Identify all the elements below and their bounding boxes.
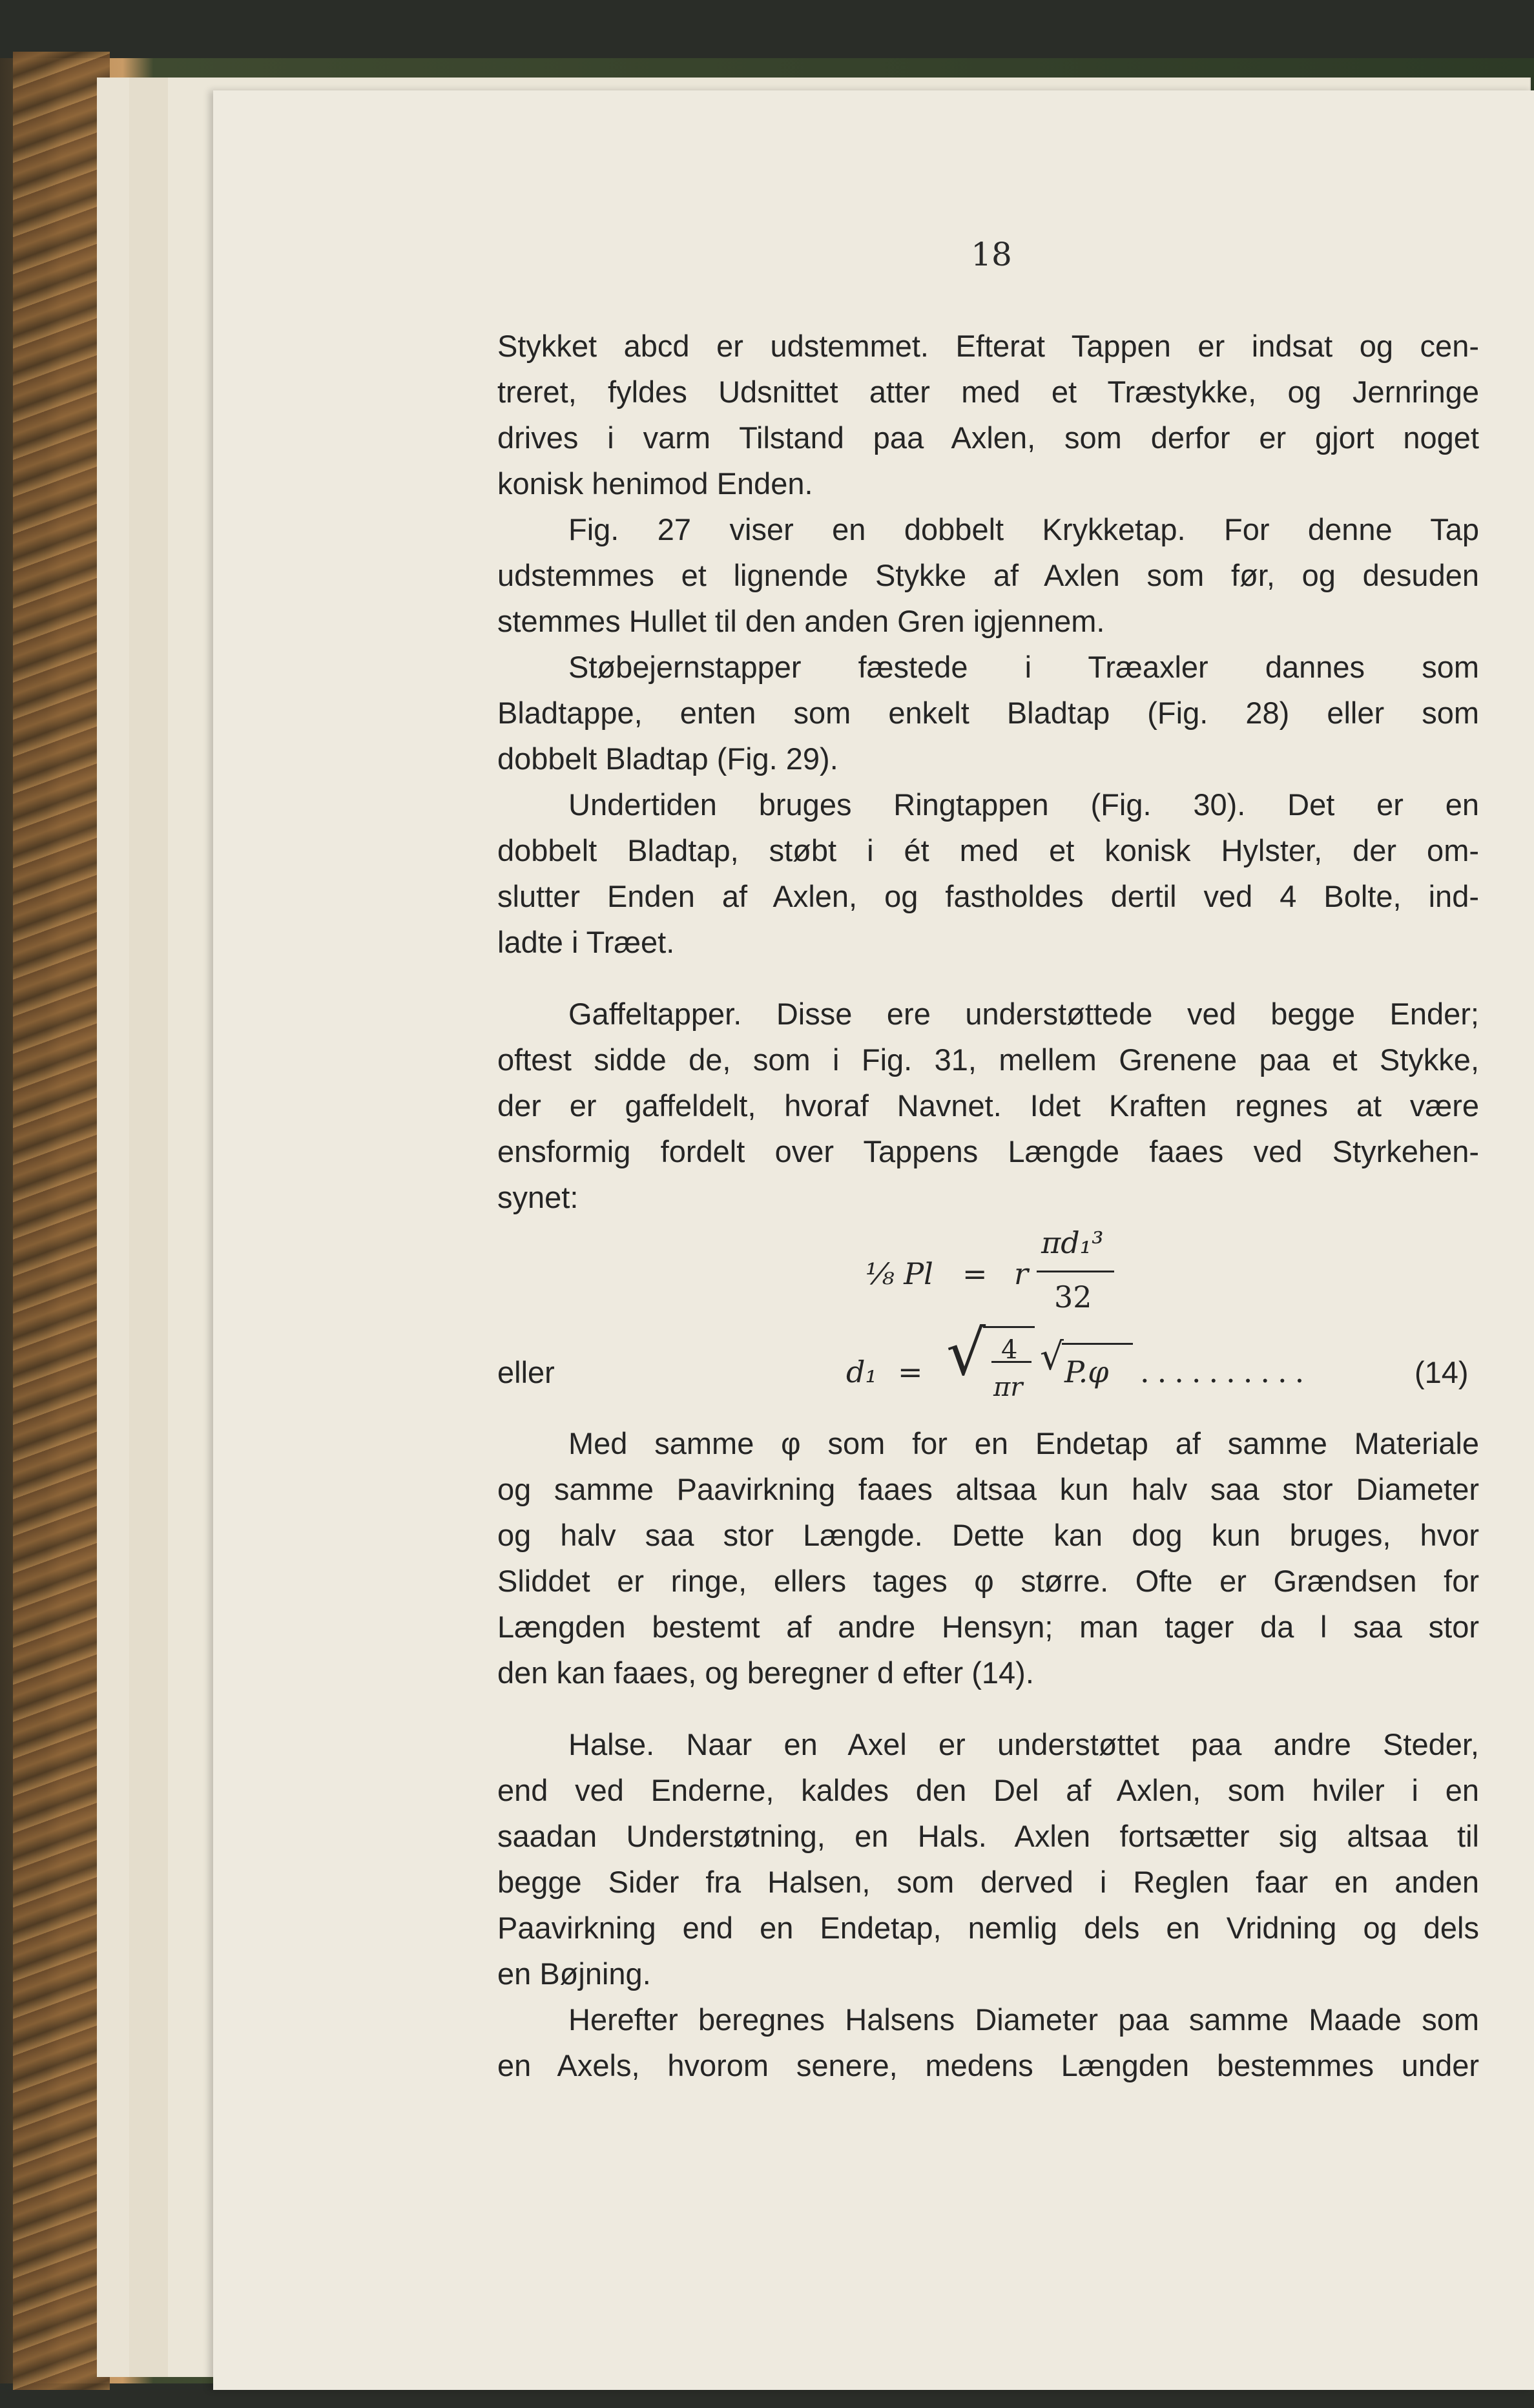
text-line: og samme Paavirkning faaes altsaa kun halv saa stor Diameter: [497, 1472, 1479, 1506]
text-line: Sliddet er ringe, ellers tages φ større. Ofte er Grændsen for: [497, 1564, 1479, 1598]
text-line: stemmes Hullet til den anden Gren igjennem.: [497, 604, 1105, 638]
paragraph: [497, 1420, 1479, 1696]
sqrt-bar: [1062, 1343, 1133, 1345]
text-line: ladte i Træet.: [497, 925, 675, 959]
formula-r: r: [1014, 1256, 1028, 1291]
text-line: der er gaffeldelt, hvoraf Navnet. Idet Kraften regnes at være: [497, 1088, 1479, 1123]
text-line: en Bøjning.: [497, 1956, 651, 1991]
text-line: Fig. 27 viser en dobbelt Krykketap. For denne Tap: [568, 512, 1479, 546]
page-number: 18: [971, 236, 1012, 273]
sqrt-frac-num: 4: [1001, 1335, 1018, 1365]
paragraph: [497, 782, 1479, 965]
paragraph: [497, 1997, 1479, 2088]
sqrt-frac-den: πr: [993, 1373, 1023, 1402]
paragraph: [497, 644, 1479, 782]
text-line: Længden bestemt af andre Hensyn; man tager da l saa stor: [497, 1610, 1479, 1644]
text-line: oftest sidde de, som i Fig. 31, mellem Grenene paa et Stykke,: [497, 1043, 1479, 1077]
text-line: synet:: [497, 1180, 579, 1214]
formula-equals: =: [898, 1354, 923, 1389]
paragraph: [497, 1721, 1479, 1997]
text-line: Herefter beregnes Halsens Diameter paa samme Maade som: [568, 2002, 1479, 2037]
text-line: Gaffeltapper. Disse ere understøttede ved begge Ender;: [568, 997, 1479, 1031]
text-line: Stykket abcd er udstemmet. Efterat Tappen er indsat og cen-: [497, 329, 1479, 363]
text-line: Undertiden bruges Ringtappen (Fig. 30). Det er en: [568, 787, 1479, 822]
formula-label: eller: [497, 1355, 555, 1389]
formula-bending: [497, 1220, 1479, 1323]
fraction-bar: [991, 1361, 1031, 1363]
text-line: Bladtappe, enten som enkelt Bladtap (Fig. 28) eller som: [497, 696, 1479, 730]
paragraph: [497, 991, 1479, 1220]
body-text: [497, 323, 1479, 2088]
text-line: den kan faaes, og beregner d efter (14).: [497, 1655, 1034, 1690]
text-line: en Axels, hvorom senere, medens Længden bestemmes under: [497, 2048, 1479, 2082]
text-line: Støbejernstapper fæstede i Træaxler dannes som: [568, 650, 1479, 684]
formula-numerator: πd₁³: [1041, 1225, 1104, 1260]
text-line: saadan Understøtning, en Hals. Axlen fortsætter sig altsaa til: [497, 1819, 1479, 1853]
formula-diameter: [497, 1317, 1479, 1420]
text-line: Paavirkning end en Endetap, nemlig dels en Vridning og dels: [497, 1911, 1479, 1945]
text-line: udstemmes et lignende Stykke af Axlen som før, og desuden: [497, 558, 1479, 592]
fraction-bar: [1037, 1271, 1114, 1272]
formula-denominator: 32: [1054, 1280, 1092, 1314]
text-line: drives i varm Tilstand paa Axlen, som derfor er gjort noget: [497, 420, 1479, 455]
paragraph: [497, 506, 1479, 644]
text-line: slutter Enden af Axlen, og fastholdes dertil ved 4 Bolte, ind-: [497, 879, 1479, 913]
dot-leader: ..........: [1140, 1354, 1312, 1389]
text-line: og halv saa stor Længde. Dette kan dog kun bruges, hvor: [497, 1518, 1479, 1552]
sqrt-icon: √: [946, 1317, 986, 1389]
paragraph: [497, 323, 1479, 506]
text-line: Med samme φ som for en Endetap af samme Materiale: [568, 1426, 1479, 1460]
formula-equals: =: [962, 1256, 988, 1291]
text-line: ensformig fordelt over Tappens Længde faaes ved Styrkehen-: [497, 1134, 1479, 1168]
sqrt-inner: P.φ: [1064, 1354, 1109, 1389]
text-line: begge Sider fra Halsen, som derved i Reglen faar en anden: [497, 1865, 1479, 1899]
text-line: end ved Enderne, kaldes den Del af Axlen, som hviler i en: [497, 1773, 1479, 1807]
formula-lhs: ⅛ Pl: [865, 1256, 933, 1291]
text-line: dobbelt Bladtap, støbt i ét med et konisk Hylster, der om-: [497, 833, 1479, 867]
text-line: treret, fyldes Udsnittet atter med et Træstykke, og Jernringe: [497, 375, 1479, 409]
marbled-board: [13, 52, 110, 2390]
equation-number: (14): [1415, 1355, 1469, 1389]
sqrt-icon: √: [1040, 1334, 1064, 1378]
text-line: dobbelt Bladtap (Fig. 29).: [497, 742, 838, 776]
text-line: konisk henimod Enden.: [497, 466, 813, 501]
text-line: Halse. Naar en Axel er understøttet paa andre Steder,: [568, 1727, 1479, 1761]
formula-lhs: d₁: [846, 1354, 877, 1389]
